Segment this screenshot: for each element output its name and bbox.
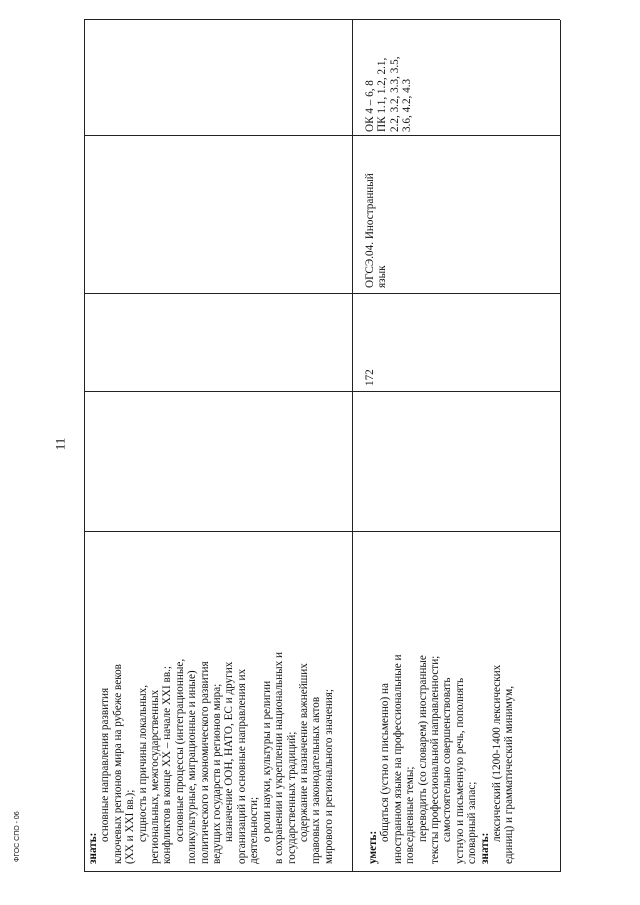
can-header: уметь: bbox=[367, 830, 379, 864]
course-title-line: язык bbox=[376, 265, 389, 288]
can-line: словарный запас; bbox=[466, 781, 479, 864]
can-line: переводить (со словарем) иностранные bbox=[416, 655, 429, 842]
column-divider bbox=[84, 293, 560, 294]
know-line: мирового и регионального значения; bbox=[322, 688, 335, 864]
course-title-line: ОГСЭ.04. Иностранный bbox=[364, 173, 376, 288]
know-header: знать: bbox=[87, 832, 99, 864]
table-border-bottom bbox=[560, 20, 561, 872]
competency-line: ПК 1.1, 1.2, 2.1, bbox=[376, 57, 389, 132]
know-requirements-cell bbox=[87, 534, 335, 864]
know-line: содержание и назначение важнейших bbox=[297, 663, 310, 842]
know-line: назначение ООН, НАТО, ЕС и других bbox=[223, 661, 236, 842]
know-line: в сохранении и укреплении национальных и bbox=[273, 651, 286, 864]
know-line: правовых и законодательных актов bbox=[310, 696, 323, 864]
know-line: государственных традиций; bbox=[285, 731, 298, 864]
know-line: поликультурные, миграционные и иные) bbox=[186, 670, 199, 864]
column-divider bbox=[84, 391, 560, 392]
rotated-page bbox=[84, 20, 560, 872]
can-line: устную и письменную речь, пополнять bbox=[453, 677, 466, 864]
can-line: общаться (устно и письменно) на bbox=[379, 683, 392, 842]
know-line: основные направления развития bbox=[99, 687, 112, 842]
page-number: 11 bbox=[52, 437, 68, 451]
competency-line: 2.2, 3.2, 3.3, 3.5, bbox=[388, 56, 401, 132]
can-line: тексты профессиональной направленности; bbox=[429, 655, 442, 864]
footer-label: ФГОС СПО - 06 bbox=[14, 811, 21, 862]
know-line: сущность и причины локальных, bbox=[136, 685, 149, 842]
skills-requirements-cell bbox=[367, 534, 516, 864]
know-line: (XX и XXI вв.); bbox=[124, 789, 137, 864]
know-line: основные процессы (интеграционные, bbox=[173, 658, 186, 842]
know-line: региональных, межгосударственных bbox=[149, 689, 162, 864]
know-line: ключевых регионов мира на рубеже веков bbox=[111, 664, 124, 864]
table-border-right bbox=[84, 19, 560, 20]
know-line: организаций и основные направления их bbox=[235, 668, 248, 864]
know-line: ведущих государств и регионов мира; bbox=[211, 683, 224, 864]
column-divider bbox=[84, 135, 560, 136]
can-line: повседневные темы; bbox=[404, 766, 417, 864]
table-border-top bbox=[84, 20, 85, 872]
can-line: самостоятельно совершенствовать bbox=[441, 677, 454, 842]
know-line: конфликтов в конце XX – начале XXI вв.; bbox=[161, 665, 174, 864]
column-divider bbox=[84, 531, 560, 532]
can-line: иностранном языке на профессиональные и bbox=[391, 654, 404, 864]
can-line: единиц) и грамматический минимум, bbox=[503, 685, 516, 864]
know-line: о роли науки, культуры и религии bbox=[260, 680, 273, 842]
competency-line: 3.6, 4.2, 4.3 bbox=[401, 78, 414, 132]
curriculum-table bbox=[84, 20, 560, 872]
competencies-cell bbox=[364, 24, 414, 132]
competency-line: ОК 4 – 6, 8 bbox=[364, 80, 376, 132]
hours-value: 172 bbox=[364, 369, 376, 386]
know-line: деятельности; bbox=[248, 796, 261, 864]
row-divider bbox=[352, 20, 353, 872]
can-line: лексический (1200-1400 лексических bbox=[491, 664, 504, 842]
table-border-left bbox=[84, 871, 560, 872]
can-line: знать: bbox=[478, 832, 491, 864]
know-line: политического и экономического развития bbox=[198, 661, 211, 864]
